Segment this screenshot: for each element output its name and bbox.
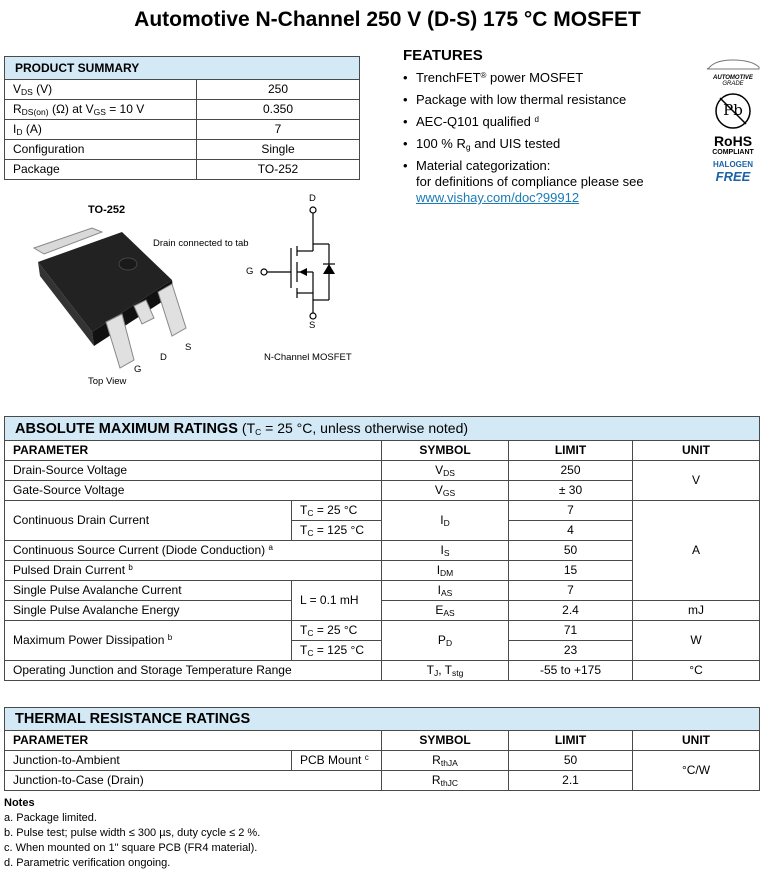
symbol-cell: $E_{AS}$ <box>382 601 509 621</box>
list-item: • 100 % $R_g$ and UIS tested <box>403 136 561 152</box>
unit-cell: mJ <box>633 601 760 621</box>
symbol-cell: $I_{AS}$ <box>382 581 509 601</box>
list-item: • TrenchFET® power MOSFET <box>403 70 584 85</box>
grade-label: GRADE <box>722 81 744 87</box>
to252-package-icon <box>22 222 212 382</box>
unit-cell: V <box>633 461 760 501</box>
unit-cell: °C <box>633 661 760 681</box>
condition-cell: $T_C = 125$ °C <box>292 521 382 541</box>
limit-cell: -55 to +175 <box>509 661 633 681</box>
table-row <box>5 140 360 160</box>
lead-free-icon <box>703 89 763 133</box>
summary-value: 0.350 <box>197 100 360 120</box>
feature-text: for definitions of compliance please see <box>416 174 644 189</box>
table-row <box>5 100 360 120</box>
unit-cell: °C/W <box>633 751 760 791</box>
symbol-cell: $R_{thJA}$ <box>382 751 509 771</box>
product-summary-heading: PRODUCT SUMMARY <box>5 57 360 80</box>
notes-section <box>4 796 260 871</box>
abs-max-heading: ABSOLUTE MAXIMUM RATINGS ($T_C = 25$ °C, unless otherwise noted) <box>5 417 760 441</box>
unit-cell: A <box>633 501 760 601</box>
param-cell: Operating Junction and Storage Temperature Range <box>5 661 382 681</box>
page-title: Automotive N-Channel 250 V (D-S) 175 °C MOSFET <box>134 8 641 31</box>
package-name: TO-252 <box>88 204 126 216</box>
mosfet-symbol-icon <box>255 204 345 324</box>
table-row <box>5 501 760 521</box>
halogen-label: HALOGEN <box>713 160 753 169</box>
schematic-d-label: D <box>309 193 316 204</box>
summary-value: Single <box>197 140 360 160</box>
column-header: UNIT <box>633 731 760 751</box>
list-item: • Material categorization: for definitions of compliance please see www.vishay.com/doc?99912 <box>403 158 644 205</box>
condition-cell: $T_C = 25$ °C <box>292 621 382 641</box>
limit-cell: 250 <box>509 461 633 481</box>
symbol-cell: $T_J$, $T_{stg}$ <box>382 661 509 681</box>
summary-param: $R_{DS(on)}$ (Ω) at $V_{GS} = 10$ V <box>5 100 197 120</box>
drain-note: Drain connected to tab <box>153 238 249 249</box>
symbol-cell: $V_{DS}$ <box>382 461 509 481</box>
symbol-cell: $P_D$ <box>382 621 509 661</box>
symbol-cell: $R_{thJC}$ <box>382 771 509 791</box>
column-header: SYMBOL <box>382 441 509 461</box>
condition-cell: $T_C = 125$ °C <box>292 641 382 661</box>
thermal-resistance-table <box>4 707 760 791</box>
summary-param: Configuration <box>5 140 197 160</box>
top-view-label: Top View <box>88 376 127 387</box>
table-row <box>5 751 760 771</box>
rohs-label: RoHS <box>713 133 753 149</box>
feature-text: Material categorization: <box>416 158 551 173</box>
param-cell: Pulsed Drain Current $^b$ <box>5 561 382 581</box>
summary-value: 250 <box>197 80 360 100</box>
column-header: PARAMETER <box>5 731 382 751</box>
column-header: LIMIT <box>509 731 633 751</box>
unit-cell: W <box>633 621 760 661</box>
symbol-cell: $V_{GS}$ <box>382 481 509 501</box>
pin-d-label: D <box>160 352 167 363</box>
schematic-s-label: S <box>309 320 316 331</box>
compliance-badges <box>703 56 763 184</box>
list-item: • Package with low thermal resistance <box>403 92 627 107</box>
note-item: c. When mounted on 1" square PCB (FR4 material). <box>4 842 258 854</box>
symbol-cell: $I_{DM}$ <box>382 561 509 581</box>
limit-cell: 7 <box>509 501 633 521</box>
limit-cell: 2.4 <box>509 601 633 621</box>
param-cell: Continuous Source Current (Diode Conduction) $^a$ <box>5 541 382 561</box>
table-row <box>5 160 360 180</box>
symbol-cell: $I_D$ <box>382 501 509 541</box>
limit-cell: 50 <box>509 751 633 771</box>
limit-cell: 7 <box>509 581 633 601</box>
param-cell: Junction-to-Ambient <box>5 751 292 771</box>
rohs-compliant-label: COMPLIANT <box>712 149 754 156</box>
features-heading: FEATURES <box>403 47 483 64</box>
summary-value: 7 <box>197 120 360 140</box>
table-row <box>5 461 760 481</box>
table-header-row <box>5 441 760 461</box>
halogen-free-label: FREE <box>715 169 751 184</box>
column-header: UNIT <box>633 441 760 461</box>
pb-text: Pb <box>723 101 743 119</box>
condition-cell: $T_C = 25$ °C <box>292 501 382 521</box>
table-header-row <box>5 731 760 751</box>
param-cell: Maximum Power Dissipation $^b$ <box>5 621 292 661</box>
features-section <box>403 47 703 212</box>
note-item: b. Pulse test; pulse width ≤ 300 µs, duty cycle ≤ 2 %. <box>4 827 261 839</box>
column-header: LIMIT <box>509 441 633 461</box>
limit-cell: 50 <box>509 541 633 561</box>
condition-cell: PCB Mount $^c$ <box>292 751 382 771</box>
summary-param: Package <box>5 160 197 180</box>
feature-text: Package with low thermal resistance <box>416 92 627 107</box>
pin-s-label: S <box>185 342 192 353</box>
column-header: SYMBOL <box>382 731 509 751</box>
symbol-cell: $I_S$ <box>382 541 509 561</box>
compliance-link[interactable]: www.vishay.com/doc?99912 <box>416 190 580 205</box>
column-header: PARAMETER <box>5 441 382 461</box>
limit-cell: 4 <box>509 521 633 541</box>
table-row <box>5 120 360 140</box>
table-row <box>5 80 360 100</box>
param-cell: Junction-to-Case (Drain) <box>5 771 382 791</box>
list-item: • AEC-Q101 qualified $^d$ <box>403 114 539 129</box>
schematic-g-label: G <box>246 266 254 277</box>
table-row <box>5 661 760 681</box>
automotive-label: AUTOMOTIVE <box>713 75 753 81</box>
limit-cell: 23 <box>509 641 633 661</box>
product-summary-table <box>4 56 360 180</box>
condition-cell: L = 0.1 mH <box>292 581 382 621</box>
limit-cell: ± 30 <box>509 481 633 501</box>
param-cell: Single Pulse Avalanche Energy <box>5 601 292 621</box>
table-row <box>5 621 760 641</box>
limit-cell: 2.1 <box>509 771 633 791</box>
pin-g-label: G <box>134 364 142 375</box>
param-cell: Single Pulse Avalanche Current <box>5 581 292 601</box>
note-item: d. Parametric verification ongoing. <box>4 857 171 869</box>
note-item: a. Package limited. <box>4 812 97 824</box>
table-row <box>5 601 760 621</box>
summary-param: $I_D$ (A) <box>5 120 197 140</box>
summary-param: $V_{DS}$ (V) <box>5 80 197 100</box>
notes-heading: Notes <box>4 797 35 809</box>
param-cell: Continuous Drain Current <box>5 501 292 541</box>
param-cell: Drain-Source Voltage <box>5 461 382 481</box>
thermal-heading: THERMAL RESISTANCE RATINGS <box>5 708 760 731</box>
summary-value: TO-252 <box>197 160 360 180</box>
param-cell: Gate-Source Voltage <box>5 481 382 501</box>
limit-cell: 15 <box>509 561 633 581</box>
absolute-maximum-ratings-table <box>4 416 760 681</box>
schematic-caption: N-Channel MOSFET <box>264 352 352 363</box>
limit-cell: 71 <box>509 621 633 641</box>
